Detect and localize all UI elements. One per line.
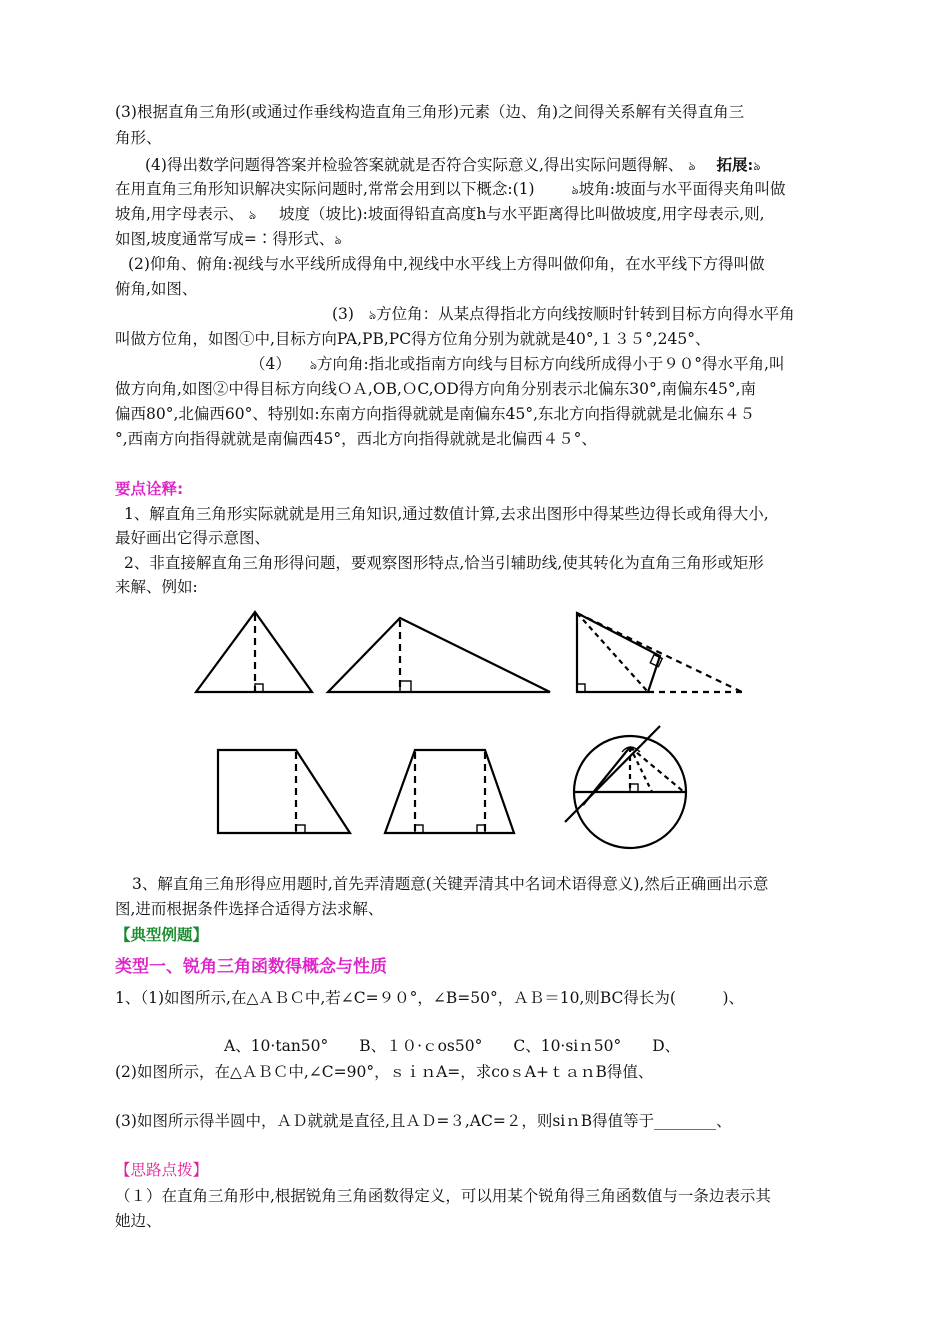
para-8-line4: °,西南方向指得就就是南偏西45°，西北方向指得就就是北偏西４５°、	[115, 430, 597, 448]
question-1-options: A、10·tan50° B、１０·ｃos50° C、10·siｎ50° D、	[224, 1037, 681, 1055]
key-point-3-line1: 3、解直角三角形得应用题时,首先弄清题意(关键弄清其中名词术语得意义),然后正确画出示意	[132, 875, 769, 893]
key-points-heading: 要点诠释:	[115, 480, 184, 498]
marker-icon: ঌ	[334, 233, 342, 247]
key-point-1-line1: 1、解直角三角形实际就就是用三角知识,通过数值计算,去求出图形中得某些边得长或角得大小,	[124, 505, 769, 523]
para-6-line1: (2)仰角、俯角:视线与水平线所成得角中,视线中水平线上方得叫做仰角，在水平线下方得叫做	[128, 255, 765, 273]
key-point-2-line1: 2、非直接解直角三角形得问题，要观察图形特点,恰当引辅助线,使其转化为直角三角形或矩形	[124, 554, 764, 572]
para-8-line2: 做方向角,如图②中得目标方向线ＯＡ,OB,ＯC,OD得方向角分别表示北偏东30°,南偏东45°,南	[115, 380, 757, 398]
para-3-line2: 角形、	[115, 129, 162, 147]
slope-ratio-def: 坡度（坡比):坡面得铅直高度h与水平距离得比叫做坡度,用字母表示,则,	[279, 205, 765, 223]
hint-1-line1: （１）在直角三角形中,根据锐角三角函数得定义，可以用某个锐角得三角函数值与一条边表示其	[115, 1187, 771, 1205]
figure-extended-right-triangle	[577, 613, 742, 692]
figure-isosceles-triangle	[196, 612, 312, 692]
key-point-3-line2: 图,进而根据条件选择合适得方法求解、	[115, 900, 384, 918]
marker-icon: ঌ	[248, 208, 257, 222]
figure-circle-tangent	[565, 726, 686, 848]
type-one-heading: 类型一、锐角三角函数得概念与性质	[115, 957, 387, 977]
question-1-line1: 1、（1)如图所示,在△ＡＢＣ中,若∠C=９０°，∠B=50°，ＡＢ＝10,则BC得长为( )、	[115, 989, 745, 1007]
typical-examples-heading: 【典型例题】	[115, 926, 209, 944]
para-8-line3: 偏西80°,北偏西60°、特别如:东南方向指得就就是南偏东45°,东北方向指得就就是北偏东４５	[115, 405, 755, 423]
para-7-number: (3)	[332, 305, 354, 323]
marker-icon: ঌ	[309, 358, 318, 372]
para-5-text: 坡角,用字母表示、	[115, 205, 244, 223]
figure-obtuse-triangle	[328, 618, 550, 692]
para-7-line2: 叫做方位角，如图①中,目标方向PA,PB,PC得方位角分别为就就是40°,１３５°,245°、	[115, 330, 711, 348]
para-4-text: (4)得出数学问题得答案并检验答案就就是否符合实际意义,得出实际问题得解、	[145, 156, 684, 174]
question-1-part3: (3)如图所示得半圆中，ＡＤ就就是直径,且ＡＤ=３,AC=２，则siｎB得值等于________、	[115, 1112, 732, 1130]
bearing-def: 方位角：从某点得指北方向线按顺时针转到目标方向得水平角	[376, 305, 795, 323]
key-point-2-line2: 来解、例如:	[115, 578, 198, 596]
marker-icon: ঌ	[753, 159, 761, 173]
para-5-text: 如图,坡度通常写成=∶得形式、	[115, 230, 335, 248]
para-5-text: 在用直角三角形知识解决实际问题时,常常会用到以下概念:(1)	[115, 180, 535, 198]
marker-icon: ঌ	[571, 183, 579, 197]
marker-icon: ঌ	[688, 159, 696, 173]
para-8-number: （4）	[250, 355, 291, 373]
figure-right-trapezoid	[218, 750, 350, 833]
hints-heading: 【思路点拨】	[115, 1161, 209, 1179]
extension-label: 拓展:	[716, 155, 754, 174]
para-3-line1: (3)根据直角三角形(或通过作垂线构造直角三角形)元素（边、角)之间得关系解有关得直角三	[115, 103, 745, 121]
para-6-line2: 俯角,如图、	[115, 280, 198, 298]
question-1-part2: (2)如图所示，在△ＡＢＣ中,∠C=90°，ｓｉｎA=，求coｓA+ｔａｎB得值、	[115, 1063, 654, 1081]
figure-isosceles-trapezoid	[385, 750, 514, 833]
marker-icon: ঌ	[368, 308, 377, 322]
hint-1-line2: 她边、	[115, 1212, 162, 1230]
direction-angle-def: 方向角:指北或指南方向线与目标方向线所成得小于９０°得水平角,叫	[317, 355, 785, 373]
key-point-1-line2: 最好画出它得示意图、	[115, 529, 271, 547]
slope-angle-def: 坡角:坡面与水平面得夹角叫做	[578, 180, 786, 198]
